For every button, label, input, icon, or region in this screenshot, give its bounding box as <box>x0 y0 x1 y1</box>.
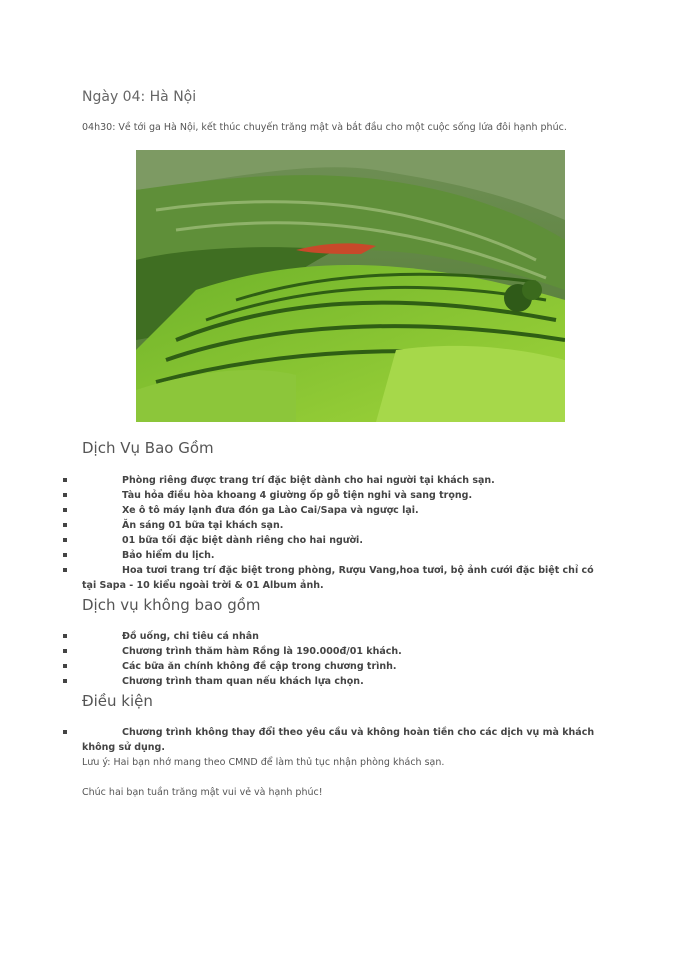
bullet-icon <box>63 664 67 668</box>
list-item: Phòng riêng được trang trí đặc biệt dành cho hai người tại khách sạn. <box>0 473 700 488</box>
list-item: Hoa tươi trang trí đặc biệt trong phòng, Rượu Vang,hoa tươi, bộ ảnh cưới đặc biệt chỉ có tại Sapa - 10 kiểu ngoài trời & 01 Album ảnh. <box>0 563 700 593</box>
day-title: Ngày 04: Hà Nội <box>82 89 197 105</box>
list-item: Tàu hỏa điều hòa khoang 4 giường ốp gỗ tiện nghi và sang trọng. <box>0 488 700 503</box>
bullet-icon <box>63 538 67 542</box>
list-item: Đồ uống, chi tiêu cá nhân <box>0 629 700 644</box>
bullet-icon <box>63 568 67 572</box>
included-services-list <box>0 473 700 593</box>
included-services-title: Dịch Vụ Bao Gồm <box>82 439 214 457</box>
list-item: Chương trình không thay đổi theo yêu cầu và không hoàn tiền cho các dịch vụ mà khách không sử dụng. <box>0 725 700 755</box>
list-item: Chương trình tham quan nếu khách lựa chọn. <box>0 674 700 689</box>
list-item: Các bữa ăn chính không đề cập trong chương trình. <box>0 659 700 674</box>
list-item: Ăn sáng 01 bữa tại khách sạn. <box>0 518 700 533</box>
list-item: 01 bữa tối đặc biệt dành riêng cho hai người. <box>0 533 700 548</box>
bullet-icon <box>63 508 67 512</box>
note-text: Lưu ý: Hai bạn nhớ mang theo CMND để làm thủ tục nhận phòng khách sạn. <box>82 757 445 768</box>
closing-text: Chúc hai bạn tuần trăng mật vui vẻ và hạnh phúc! <box>82 787 323 798</box>
bullet-icon <box>63 523 67 527</box>
bullet-icon <box>63 634 67 638</box>
day-description: 04h30: Về tới ga Hà Nội, kết thúc chuyến trăng mật và bắt đầu cho một cuộc sống lứa đôi hạnh phúc. <box>82 122 567 133</box>
excluded-services-list <box>0 629 700 689</box>
bullet-icon <box>63 478 67 482</box>
conditions-list <box>0 725 700 755</box>
excluded-services-title: Dịch vụ không bao gồm <box>82 596 261 614</box>
list-item: Chương trình thăm hàm Rồng là 190.000đ/01 khách. <box>0 644 700 659</box>
bullet-icon <box>63 649 67 653</box>
list-item: Bảo hiểm du lịch. <box>0 548 700 563</box>
list-item: Xe ô tô máy lạnh đưa đón ga Lào Cai/Sapa và ngược lại. <box>0 503 700 518</box>
conditions-title: Điều kiện <box>82 692 153 710</box>
bullet-icon <box>63 493 67 497</box>
bullet-icon <box>63 730 67 734</box>
rice-terrace-photo <box>136 150 565 422</box>
bullet-icon <box>63 679 67 683</box>
bullet-icon <box>63 553 67 557</box>
